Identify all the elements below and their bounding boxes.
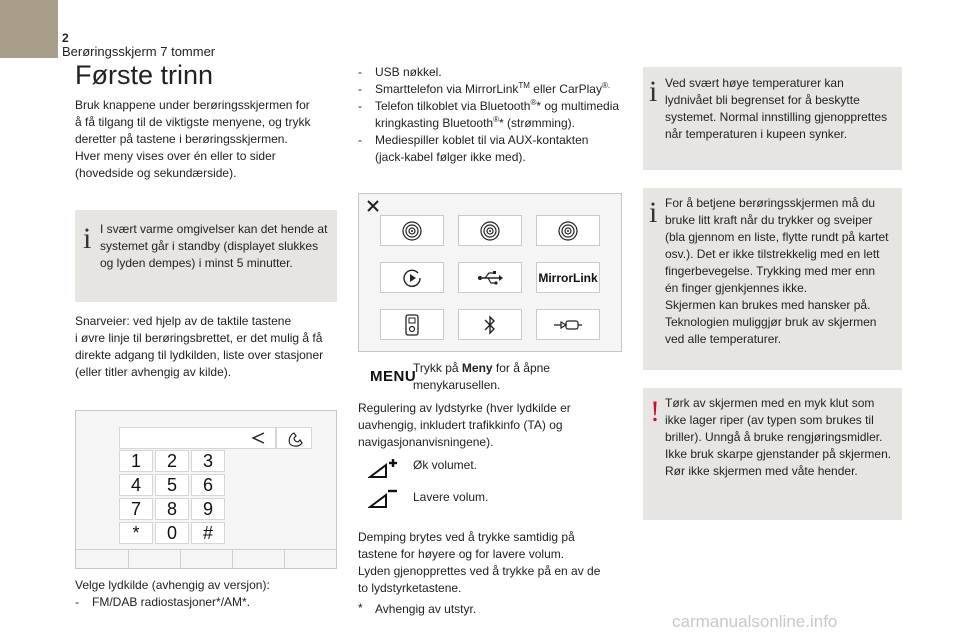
volume-up-icon — [368, 457, 398, 481]
keypad-key[interactable]: 2 — [155, 450, 189, 472]
keypad-bottom-bar — [76, 549, 336, 568]
warning-box-cleaning — [643, 388, 902, 520]
corner-tab — [0, 0, 58, 58]
info-line: fingerbevegelse. Trykking med mer enn — [665, 264, 876, 278]
close-icon[interactable] — [367, 200, 379, 212]
info-box-standby — [75, 210, 337, 302]
media-player-button[interactable] — [380, 309, 444, 340]
source-intro: Velge lydkilde (avhengig av versjon): — [75, 578, 270, 592]
keypad-key[interactable]: # — [191, 522, 225, 544]
intro-line: Hver meny vises over én eller to sider — [75, 149, 276, 163]
bluetooth-source-button[interactable] — [458, 309, 522, 340]
menu-text: Trykk på Meny for å åpne menykarusellen. — [413, 361, 550, 392]
warning-line: briller). Unngå å bruke rengjøringsmidler. — [665, 430, 883, 444]
aux-source-button[interactable] — [536, 309, 600, 340]
mute-line: tastene for høyere og for lavere volum. — [358, 547, 565, 561]
info-box-temperature — [643, 67, 902, 170]
volume-line: uavhengig, inkludert trafikkinfo (TA) og — [358, 418, 563, 432]
phone-icon — [286, 430, 304, 448]
info-line: For å betjene berøringsskjermen må du — [665, 196, 876, 210]
mute-paragraph — [358, 529, 628, 597]
intro-line: deretter på tastene i berøringsskjermen. — [75, 132, 288, 146]
footnote-star: * — [358, 601, 363, 615]
volume-line: Regulering av lydstyrke (hver lydkilde er — [358, 401, 571, 415]
usb-icon — [477, 270, 503, 286]
radio-icon — [401, 220, 423, 242]
keypad-key[interactable]: 9 — [191, 498, 225, 520]
shortcuts-paragraph — [75, 313, 340, 381]
footnote: Avhengig av utstyr. — [375, 602, 477, 616]
media-player-icon — [405, 314, 419, 336]
info-line: ved alle temperaturer. — [665, 332, 782, 346]
mirrorlink-button[interactable] — [536, 262, 600, 293]
media-play-button[interactable] — [380, 262, 444, 293]
page-number: 2 — [62, 31, 69, 45]
keypad-key[interactable]: 3 — [191, 450, 225, 472]
info-line: I svært varme omgivelser kan det hende at — [100, 222, 328, 236]
radio-icon — [479, 220, 501, 242]
source-item: - Telefon tilkoblet via Bluetooth®* og multimedia kringkasting Bluetooth®* (strømming). — [358, 98, 620, 132]
info-icon: i — [649, 75, 658, 108]
info-line: Skjermen kan brukes med hansker på. — [665, 298, 871, 312]
info-line: (bla gjennom en liste, flytte rundt på kartet — [665, 230, 889, 244]
source-list — [358, 64, 620, 166]
intro-line: Bruk knappene under berøringsskjermen for — [75, 98, 310, 112]
shortcut-line: Snarveier: ved hjelp av de taktile tastene — [75, 314, 292, 328]
source-screen — [358, 193, 622, 352]
info-line: Teknologien muliggjør bruk av skjermen — [665, 315, 877, 329]
shortcut-line: (eller titler avhengig av kilde). — [75, 365, 232, 379]
info-icon: i — [83, 222, 92, 255]
keypad-key[interactable]: 4 — [119, 474, 153, 496]
bluetooth-icon — [483, 314, 497, 336]
source-select — [75, 577, 340, 611]
source-item: - USB nøkkel. — [358, 64, 620, 81]
menu-button-icon: MENU — [370, 368, 417, 385]
chapter-title: Berøringsskjerm 7 tommer — [62, 44, 216, 59]
page-title: Første trinn — [75, 60, 214, 90]
source-item: - FM/DAB radiostasjoner*/AM*. — [75, 594, 340, 611]
warning-line: ikke lager riper (av typen som brukes til — [665, 413, 874, 427]
keypad-key[interactable]: * — [119, 522, 153, 544]
radio-source-button[interactable] — [380, 215, 444, 246]
info-line: én finger gjenkjennes ikke. — [665, 281, 808, 295]
dab-source-button[interactable] — [458, 215, 522, 246]
warning-line: Rør ikke skjermen med våte hender. — [665, 464, 858, 478]
phone-key[interactable] — [276, 427, 312, 449]
info-line: bruke litt kraft når du trykker og sveiper — [665, 213, 873, 227]
am-source-button[interactable] — [536, 215, 600, 246]
source-item: - Mediespiller koblet til via AUX-kontakten (jack-kabel følger ikke med). — [358, 132, 620, 166]
volume-up-text: Øk volumet. — [413, 458, 478, 472]
volume-down-icon — [368, 487, 398, 511]
volume-line: navigasjonanvisningene). — [358, 435, 494, 449]
info-line: når temperaturen i kupeen synker. — [665, 127, 848, 141]
info-line: osv.). Det er ikke tilstrekkelig med en lett — [665, 247, 880, 261]
mute-line: Lyden gjenopprettes ved å trykke på en av de — [358, 564, 601, 578]
info-icon: i — [649, 196, 658, 229]
info-box-touch — [643, 188, 902, 370]
warning-line: Ikke bruk skarpe gjenstander på skjermen. — [665, 447, 892, 461]
shortcut-line: i øvre linje til berøringsbrettet, er det mulig å få — [75, 331, 323, 345]
volume-intro — [358, 400, 623, 451]
aux-jack-icon — [553, 319, 583, 331]
mirrorlink-logo: MirrorLink — [538, 270, 598, 285]
play-circle-icon — [401, 267, 423, 289]
keypad-key[interactable]: 1 — [119, 450, 153, 472]
keypad-key[interactable]: 0 — [155, 522, 189, 544]
warning-icon: ! — [650, 395, 660, 428]
keypad-key[interactable]: 8 — [155, 498, 189, 520]
info-line: lydnivået bli begrenset for å beskytte — [665, 93, 860, 107]
intro-paragraph — [75, 97, 340, 182]
source-item: - Smarttelefon via MirrorLink™ eller CarPlay®. — [358, 81, 620, 98]
info-line: Ved svært høye temperaturer kan — [665, 76, 844, 90]
keypad-top-bar — [119, 427, 276, 449]
intro-line: å få tilgang til de viktigste menyene, og trykk — [75, 115, 311, 129]
mute-line: Demping brytes ved å trykke samtidig på — [358, 530, 575, 544]
info-line: og lyden dempes) i minst 5 minutter. — [100, 256, 293, 270]
usb-source-button[interactable] — [458, 262, 522, 293]
watermark: carmanualsonline.info — [672, 612, 838, 631]
keypad-key[interactable]: 7 — [119, 498, 153, 520]
info-line: systemet går i standby (displayet slukkes — [100, 239, 319, 253]
shortcut-line: direkte adgang til lydkilden, liste over stasjoner — [75, 348, 324, 362]
keypad-key[interactable]: 5 — [155, 474, 189, 496]
mute-line: to lydstyrketastene. — [358, 581, 462, 595]
radio-icon — [557, 220, 579, 242]
intro-line: (hovedside og sekundærside). — [75, 166, 237, 180]
keypad-key[interactable]: 6 — [191, 474, 225, 496]
info-line: systemet. Normal innstilling gjenopprettes — [665, 110, 888, 124]
warning-line: Tørk av skjermen med en myk klut som — [665, 396, 875, 410]
backspace-icon — [250, 431, 266, 445]
keypad-screen — [75, 410, 337, 569]
volume-down-text: Lavere volum. — [413, 490, 489, 504]
